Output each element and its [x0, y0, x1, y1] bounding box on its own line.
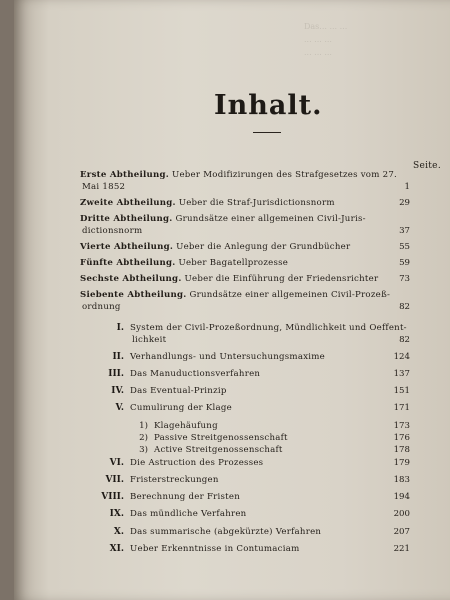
page-column-label: Seite.: [413, 161, 441, 171]
toc-page-number: 194: [393, 492, 410, 503]
toc-chapter-title: Das mündliche Verfahren: [130, 509, 247, 520]
toc-page-number: 124: [393, 351, 410, 362]
toc-page-number: 1: [404, 181, 410, 192]
toc-entry-text: [80, 170, 397, 180]
toc-chapter-numeral: VIII.: [101, 492, 124, 503]
toc-chapter-numeral: XI.: [109, 543, 124, 554]
toc-entry-text: [80, 290, 390, 300]
toc-chapter-title: Berechnung der Fristen: [130, 492, 241, 503]
toc-chapter-numeral: IV.: [111, 386, 124, 397]
table-of-contents: [14, 0, 450, 600]
toc-chapter-title: Ueber Erkenntnisse in Contumaciam: [130, 543, 300, 554]
toc-chapter-title: Fristerstreckungen: [130, 475, 219, 485]
toc-entry-title: Ueber Modifizirungen des Strafgesetzes vom 27.: [171, 170, 398, 180]
toc-entry-heading: Sechste Abtheilung.: [80, 274, 182, 285]
toc-page-number: 37: [399, 225, 410, 236]
toc-chapter-numeral: I.: [116, 323, 124, 333]
toc-subsection-title: Active Streitgenossenschaft: [154, 445, 283, 456]
toc-entry-text: [80, 258, 288, 268]
toc-chapter-numeral: IX.: [109, 509, 124, 520]
book-page: [14, 0, 450, 600]
toc-page-number: 137: [393, 369, 410, 379]
toc-entry-title: Ueber die Einführung der Friedensrichter: [184, 274, 379, 285]
toc-page-number: 183: [393, 475, 410, 485]
toc-page-number: 178: [393, 445, 410, 456]
toc-page-number: 151: [393, 386, 410, 397]
toc-subsection-title: Klagehäufung: [154, 420, 218, 431]
toc-page-number: 82: [399, 334, 410, 345]
toc-page-number: 29: [399, 197, 410, 208]
toc-entry-title: Ueber Bagatellprozesse: [178, 258, 289, 268]
toc-chapter-title: Cumulirung der Klage: [130, 403, 233, 414]
toc-entry-text: [80, 274, 378, 284]
toc-entry-heading: Siebente Abtheilung.: [80, 290, 187, 301]
toc-entry-title: Grundsätze einer allgemeinen Civil-Juris-: [175, 214, 366, 224]
toc-entry-heading: Fünfte Abtheilung.: [80, 258, 176, 268]
toc-page-number: 200: [393, 509, 410, 520]
toc-entry-title: Grundsätze einer allgemeinen Civil-Prozeß-: [189, 290, 391, 301]
toc-subsection-title: Passive Streitgenossenschaft: [154, 433, 288, 443]
toc-page-number: 221: [393, 543, 410, 554]
toc-chapter-title: Das Manuductionsverfahren: [130, 369, 261, 379]
toc-entry-continuation: dictionsnorm: [82, 225, 143, 236]
show-through-text: Das... ... ... ... ... ... ... ... ...: [304, 22, 348, 57]
toc-page-number: 173: [393, 420, 410, 431]
toc-entry-title: Ueber die Straf-Jurisdictionsnorm: [178, 197, 335, 208]
toc-chapter-numeral: III.: [108, 369, 124, 379]
toc-entry-text: [80, 198, 335, 208]
toc-entry-heading: Zweite Abtheilung.: [80, 197, 176, 208]
toc-page-number: 73: [399, 274, 410, 285]
toc-subsection-number: 1): [139, 420, 148, 431]
toc-chapter-numeral: VI.: [109, 457, 124, 468]
toc-page-number: 171: [393, 403, 410, 414]
toc-entry-text: [80, 214, 366, 224]
toc-page-number: 59: [399, 258, 410, 268]
toc-chapter-numeral: X.: [113, 526, 124, 537]
toc-page-number: 82: [399, 302, 410, 312]
toc-chapter-title: System der Civil-Prozeßordnung, Mündlichkeit und Oeffent-: [130, 323, 407, 333]
toc-chapter-numeral: V.: [115, 403, 124, 414]
toc-entry-continuation: ordnung: [82, 302, 121, 312]
toc-chapter-numeral: VII.: [105, 475, 124, 485]
toc-page-number: 55: [399, 241, 410, 252]
toc-chapter-title: Das Eventual-Prinzip: [130, 386, 227, 397]
toc-page-number: 207: [393, 526, 410, 537]
page-title: Inhalt.: [214, 90, 323, 121]
toc-entry-title: Ueber die Anlegung der Grundbücher: [176, 241, 351, 252]
toc-subsection-number: 3): [139, 445, 148, 456]
toc-chapter-title: Das summarische (abgekürzte) Verfahren: [130, 526, 322, 537]
toc-page-number: 179: [393, 457, 410, 468]
toc-entry-heading: Dritte Abtheilung.: [80, 214, 173, 224]
toc-chapter-numeral: II.: [112, 351, 124, 362]
toc-chapter-continuation: lichkeit: [132, 334, 167, 345]
toc-chapter-title: Die Astruction des Prozesses: [130, 457, 264, 468]
toc-entry-continuation: Mai 1852: [82, 181, 126, 192]
toc-entry-heading: Erste Abtheilung.: [80, 170, 169, 180]
toc-page-number: 176: [393, 433, 410, 443]
toc-subsection-number: 2): [139, 433, 148, 443]
toc-entry-heading: Vierte Abtheilung.: [80, 241, 174, 252]
toc-entry-text: [80, 242, 350, 252]
toc-chapter-title: Verhandlungs- und Untersuchungsmaxime: [130, 351, 326, 362]
